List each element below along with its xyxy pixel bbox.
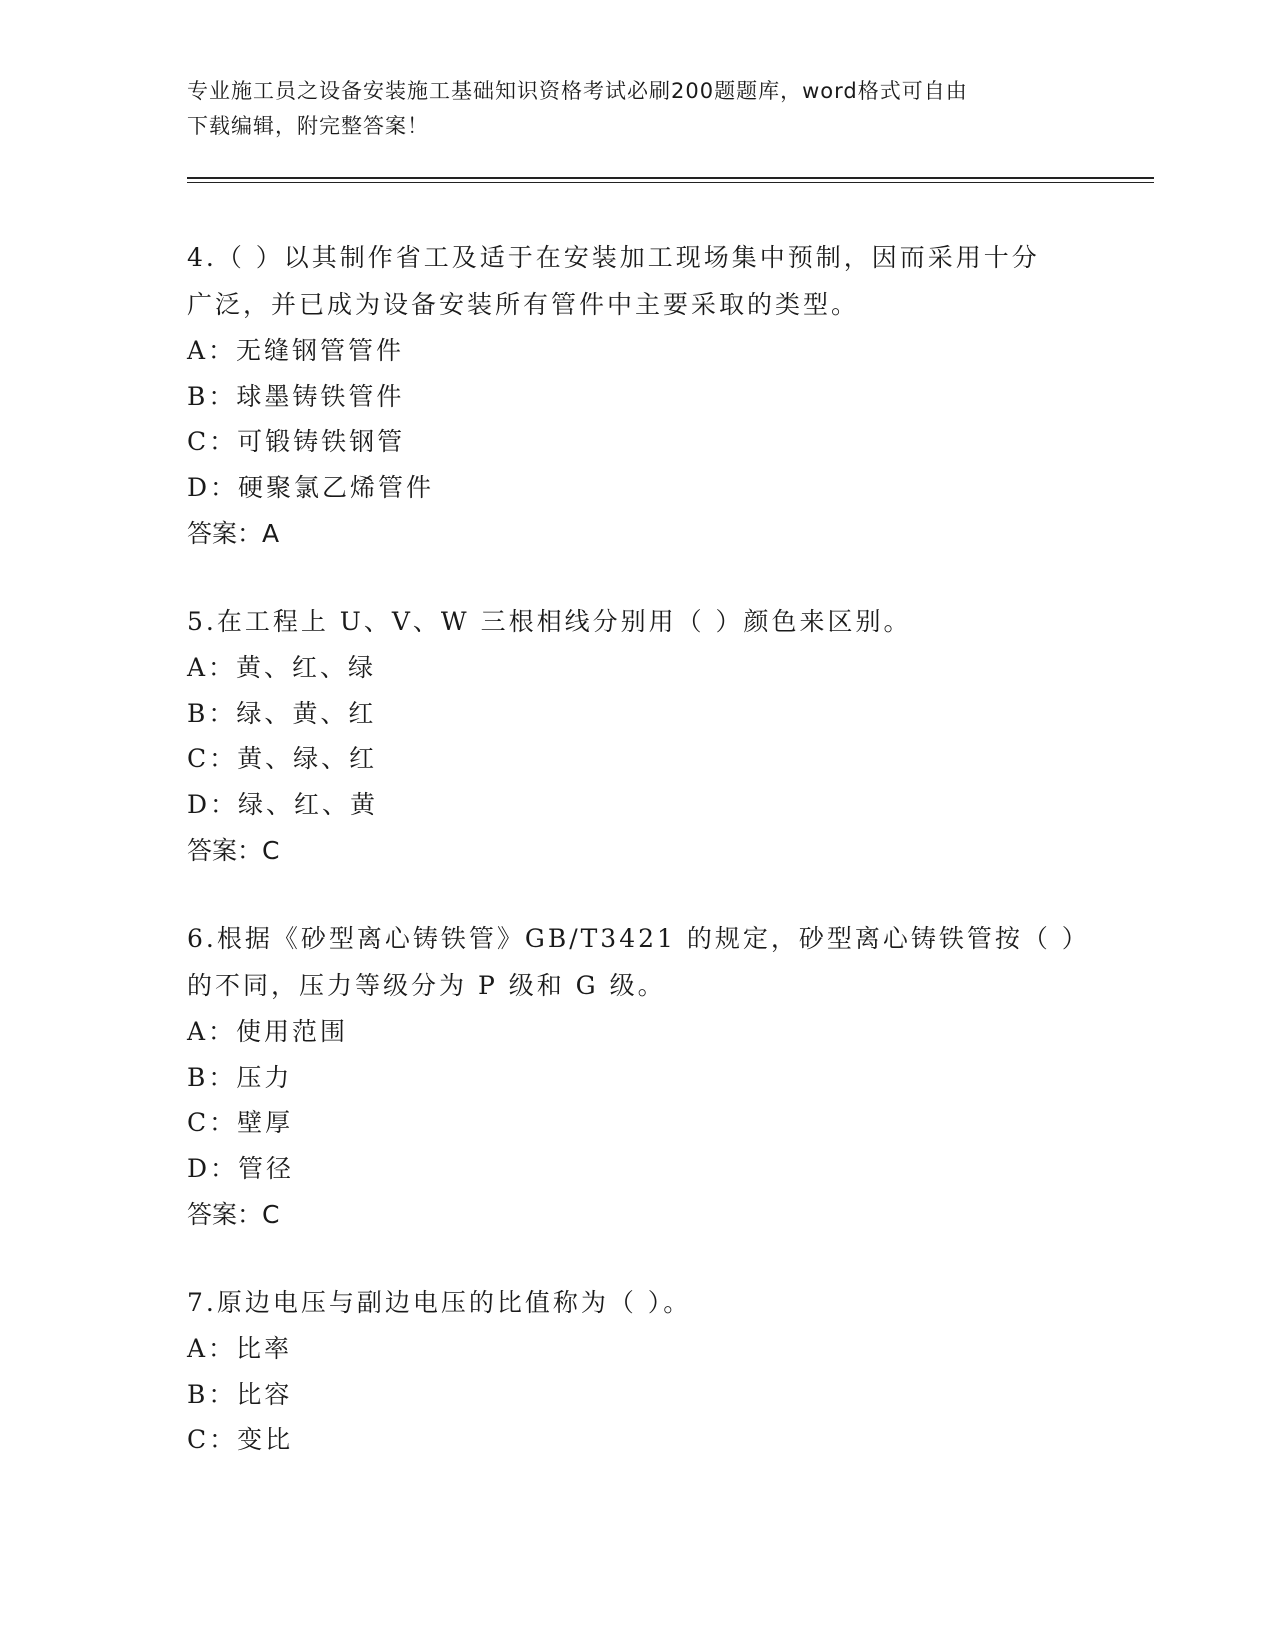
option-a: A：比率 [187, 1334, 293, 1363]
option-c: C：可锻铸铁钢管 [187, 427, 406, 456]
question-stem-line-1: 7.原边电压与副边电压的比值称为（ ）。 [187, 1288, 692, 1317]
option-d: D：硬聚氯乙烯管件 [187, 472, 435, 502]
header-title-line-2: 下载编辑，附完整答案！ [187, 114, 429, 138]
option-a: A：无缝钢管管件 [187, 336, 405, 365]
question-5 [187, 598, 1087, 874]
option-b: B：比容 [187, 1379, 293, 1409]
question-7 [187, 1279, 1087, 1463]
document-header [187, 74, 1087, 144]
option-a: A：使用范围 [187, 1017, 349, 1046]
answer-line: 答案：C [187, 836, 280, 865]
option-a: A：黄、红、绿 [187, 653, 377, 682]
answer-line: 答案：C [187, 1200, 280, 1229]
option-b: B：绿、黄、红 [187, 698, 377, 728]
header-title-line-1: 专业施工员之设备安装施工基础知识资格考试必刷200题题库，word格式可自由 [187, 79, 968, 103]
question-4 [187, 234, 1087, 557]
option-c: C：黄、绿、红 [187, 744, 378, 773]
question-stem-line-1: 6.根据《砂型离心铸铁管》GB/T3421 的规定，砂型离心铸铁管按（ ） [187, 924, 1090, 953]
question-6 [187, 915, 1090, 1238]
option-c: C：壁厚 [187, 1108, 294, 1137]
option-d: D：绿、红、黄 [187, 789, 379, 819]
header-divider-thick [187, 177, 1154, 179]
option-c: C：变比 [187, 1425, 294, 1454]
question-stem-line-1: 4.（ ）以其制作省工及适于在安装加工现场集中预制，因而采用十分 [187, 243, 1040, 272]
question-stem-line-2: 广泛，并已成为设备安装所有管件中主要采取的类型。 [187, 290, 860, 319]
question-stem-line-2: 的不同，压力等级分为 P 级和 G 级。 [187, 971, 666, 1000]
answer-line: 答案：A [187, 519, 280, 548]
header-divider-thin [187, 182, 1154, 183]
option-d: D：管径 [187, 1153, 295, 1183]
question-list [187, 234, 1090, 1504]
option-b: B：球墨铸铁管件 [187, 381, 405, 411]
option-b: B：压力 [187, 1062, 293, 1092]
question-stem-line-1: 5.在工程上 U、V、W 三根相线分别用（ ）颜色来区别。 [187, 607, 912, 636]
